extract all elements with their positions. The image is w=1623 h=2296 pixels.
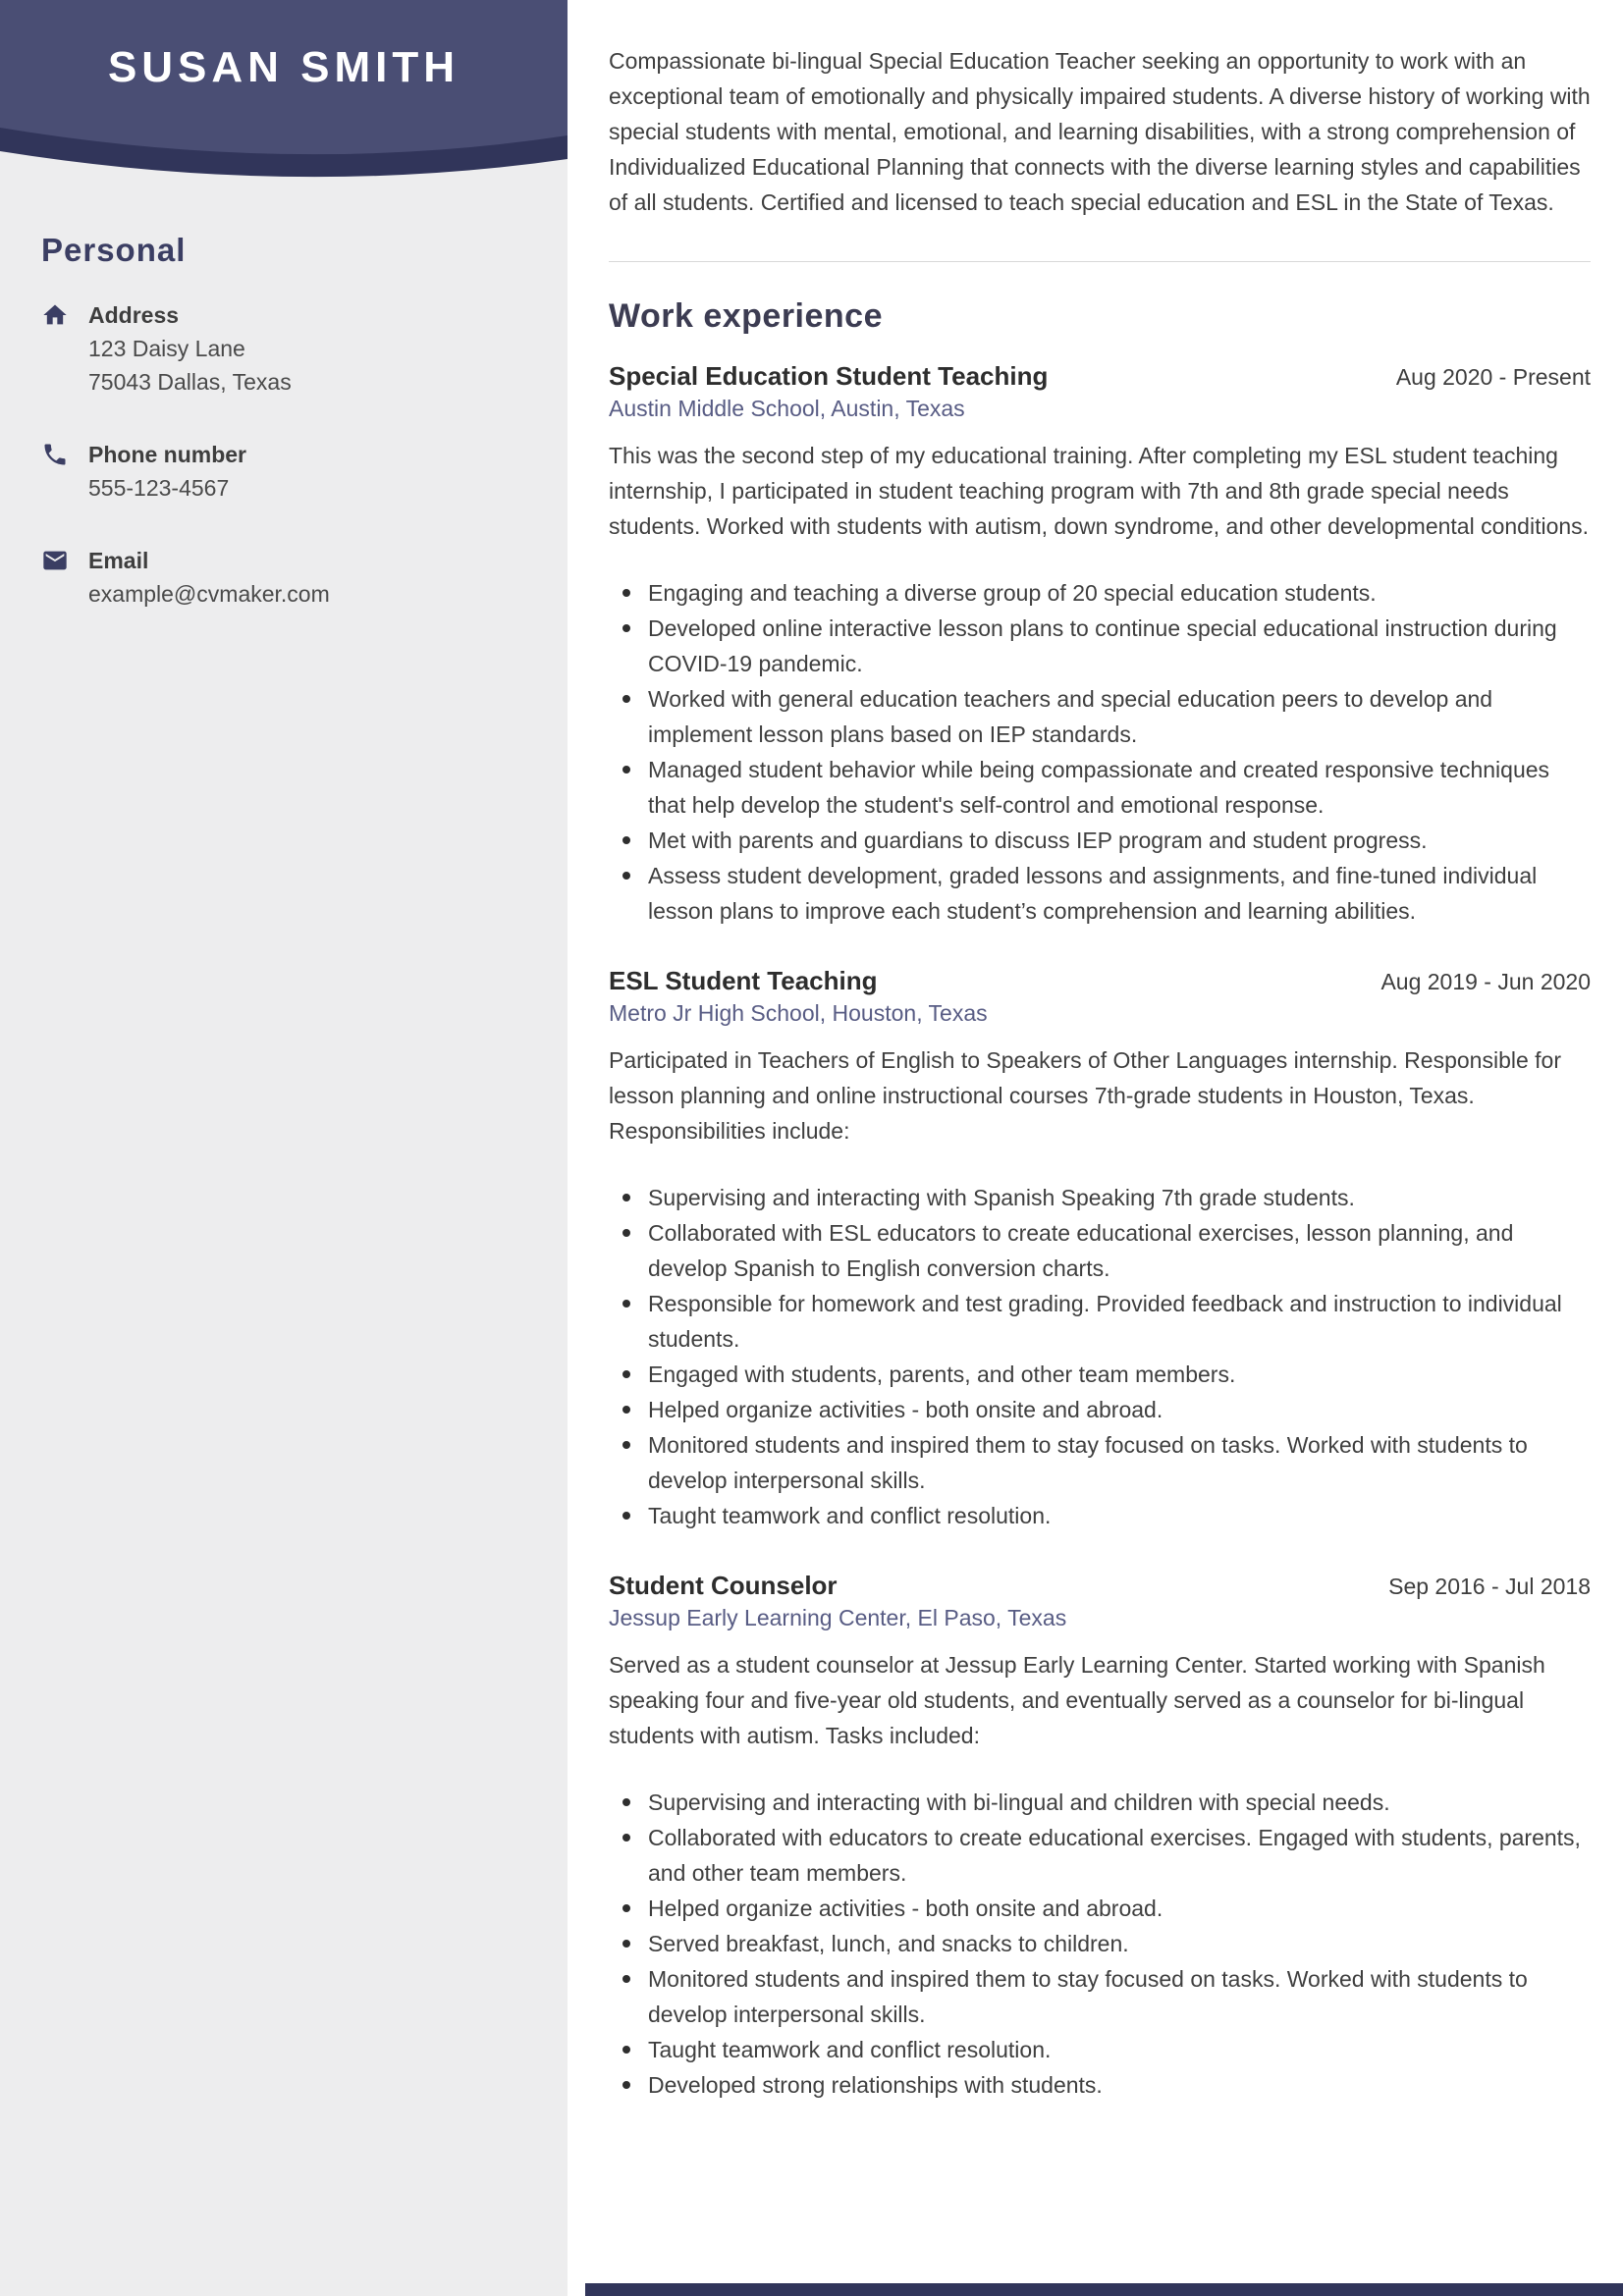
contact-value-address-line1: 123 Daisy Lane xyxy=(88,336,245,361)
bullet-item: Engaged with students, parents, and other team members. xyxy=(609,1357,1591,1392)
phone-icon xyxy=(41,438,88,505)
job-header-row xyxy=(609,361,1591,392)
sidebar xyxy=(0,0,568,2296)
section-divider xyxy=(609,261,1591,262)
bullet-item: Responsible for homework and test grading. Provided feedback and instruction to individual students. xyxy=(609,1286,1591,1357)
bullet-item: Taught teamwork and conflict resolution. xyxy=(609,1498,1591,1533)
job-organization: Austin Middle School, Austin, Texas xyxy=(609,396,965,421)
bullet-item: Assess student development, graded lessons and assignments, and fine-tuned individual lesson plans to improve each student’s comprehension and learning abilities. xyxy=(609,858,1591,929)
bullet-item: Collaborated with ESL educators to create educational exercises, lesson planning, and develop Spanish to English conversion charts. xyxy=(609,1215,1591,1286)
job-description: Participated in Teachers of English to Speakers of Other Languages internship. Responsible for lesson planning and online instructional courses 7th-grade students in Houston, Texas. Responsibilities include: xyxy=(609,1047,1561,1144)
bullet-item: Helped organize activities - both onsite and abroad. xyxy=(609,1392,1591,1427)
email-icon xyxy=(41,544,88,611)
job-dates: Sep 2016 - Jul 2018 xyxy=(1388,1574,1591,1599)
bullet-item: Monitored students and inspired them to stay focused on tasks. Worked with students to develop interpersonal skills. xyxy=(609,1427,1591,1498)
home-icon xyxy=(41,298,88,399)
job-dates: Aug 2019 - Jun 2020 xyxy=(1380,969,1591,994)
work-experience-title: Work experience xyxy=(609,297,884,335)
job-organization: Metro Jr High School, Houston, Texas xyxy=(609,1000,988,1026)
job-bullets xyxy=(609,1785,1591,2103)
contact-text xyxy=(88,298,292,399)
header-curve-shape xyxy=(0,0,568,196)
jobs-list xyxy=(609,361,1591,2103)
bullet-item: Supervising and interacting with Spanish Speaking 7th grade students. xyxy=(609,1180,1591,1215)
personal-section-title: Personal xyxy=(41,232,187,268)
bullet-item: Developed strong relationships with students. xyxy=(609,2067,1591,2103)
job-header-row xyxy=(609,966,1591,996)
job-description: This was the second step of my educational training. After completing my ESL student teaching internship, I participated in student teaching program with 7th and 8th grade special needs students. Worked with students with autism, down syndrome, and other developmental conditions. xyxy=(609,443,1590,539)
bullet-item: Met with parents and guardians to discuss IEP program and student progress. xyxy=(609,823,1591,858)
contact-label-address: Address xyxy=(88,302,180,328)
bullet-item: Developed online interactive lesson plans to continue special educational instruction during COVID-19 pandemic. xyxy=(609,611,1591,681)
contact-label-email: Email xyxy=(88,548,149,573)
bullet-item: Helped organize activities - both onsite and abroad. xyxy=(609,1891,1591,1926)
job-entry xyxy=(609,966,1591,1533)
candidate-name: SUSAN SMITH xyxy=(107,43,460,91)
sidebar-body xyxy=(0,196,568,611)
job-description: Served as a student counselor at Jessup Early Learning Center. Started working with Spanish speaking four and five-year old students, and eventually served as a counselor for bi-lingual students with autism. Tasks included: xyxy=(609,1652,1545,1748)
job-header-row xyxy=(609,1571,1591,1601)
bullet-item: Worked with general education teachers and special education peers to develop and implement lesson plans based on IEP standards. xyxy=(609,681,1591,752)
job-title: Student Counselor xyxy=(609,1571,838,1600)
bullet-item: Taught teamwork and conflict resolution. xyxy=(609,2032,1591,2067)
contact-value-phone: 555-123-4567 xyxy=(88,475,230,501)
contact-text xyxy=(88,544,330,611)
job-entry xyxy=(609,361,1591,929)
main-content xyxy=(568,0,1623,2103)
job-bullets xyxy=(609,575,1591,929)
job-dates: Aug 2020 - Present xyxy=(1395,364,1591,390)
contact-text xyxy=(88,438,246,505)
contact-item-email xyxy=(41,544,532,611)
job-title: ESL Student Teaching xyxy=(609,966,878,995)
contact-value-email: example@cvmaker.com xyxy=(88,581,330,607)
job-title: Special Education Student Teaching xyxy=(609,361,1049,391)
name-header xyxy=(0,0,568,196)
bullet-item: Monitored students and inspired them to stay focused on tasks. Worked with students to develop interpersonal skills. xyxy=(609,1961,1591,2032)
contact-value-address-line2: 75043 Dallas, Texas xyxy=(88,369,292,395)
job-entry xyxy=(609,1571,1591,2103)
contact-item-address xyxy=(41,298,532,399)
contact-label-phone: Phone number xyxy=(88,442,247,467)
page-break-bar xyxy=(585,2283,1623,2296)
bullet-item: Collaborated with educators to create educational exercises. Engaged with students, parents, and other team members. xyxy=(609,1820,1591,1891)
bullet-item: Supervising and interacting with bi-lingual and children with special needs. xyxy=(609,1785,1591,1820)
bullet-item: Engaging and teaching a diverse group of 20 special education students. xyxy=(609,575,1591,611)
summary-paragraph: Compassionate bi-lingual Special Education Teacher seeking an opportunity to work with an exceptional team of emotionally and physically impaired students. A diverse history of working with special students with mental, emotional, and learning disabilities, with a strong comprehension of Individualized Educational Planning that connects with the diverse learning styles and capabilities of all students. Certified and licensed to teach special education and ESL in the State of Texas. xyxy=(609,48,1591,215)
job-organization: Jessup Early Learning Center, El Paso, Texas xyxy=(609,1605,1067,1630)
job-bullets xyxy=(609,1180,1591,1533)
contact-item-phone xyxy=(41,438,532,505)
bullet-item: Served breakfast, lunch, and snacks to children. xyxy=(609,1926,1591,1961)
bullet-item: Managed student behavior while being compassionate and created responsive techniques that help develop the student's self-control and emotional response. xyxy=(609,752,1591,823)
